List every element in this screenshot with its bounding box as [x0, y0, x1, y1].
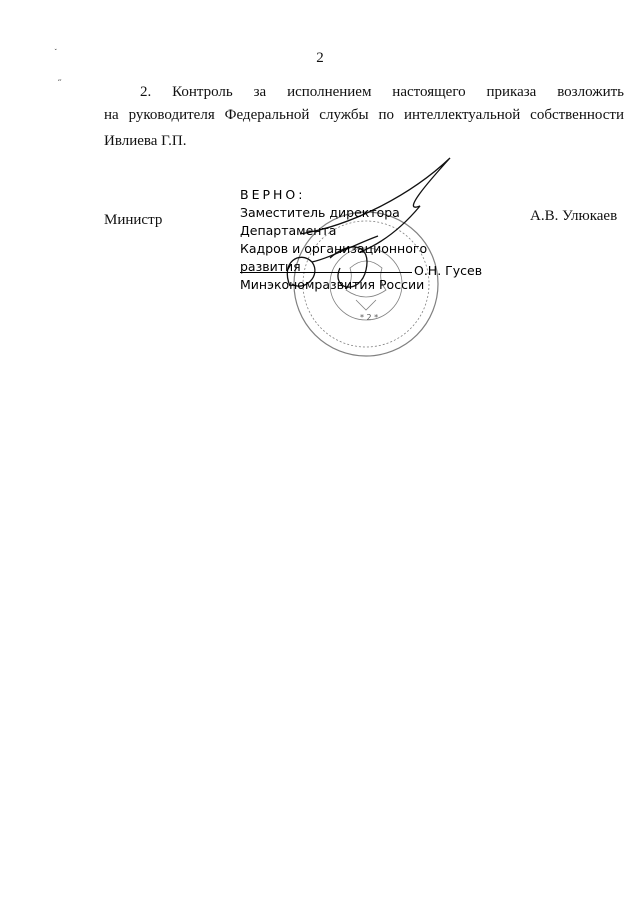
- certification-line-2: Кадров и организационного развития: [240, 241, 428, 274]
- certification-line-3: Минэкономразвития России: [240, 277, 425, 292]
- signature-line: [240, 272, 412, 273]
- svg-text:* 2 *: * 2 *: [360, 313, 379, 322]
- signatory-title: Министр: [104, 212, 163, 228]
- paragraph-line-1: 2. Контроль за исполнением настоящего приказа возложить: [140, 84, 624, 100]
- scan-speck: ˯: [54, 40, 58, 51]
- certification-block: [240, 186, 490, 294]
- paragraph-line-3: Ивлиева Г.П.: [104, 133, 187, 149]
- certification-line-1: Заместитель директора Департамента: [240, 205, 400, 238]
- certification-signer: О.Н. Гусев: [414, 263, 483, 278]
- scan-speck: ˝: [58, 79, 62, 90]
- paragraph-line-2: на руководителя Федеральной службы по интеллектуальной собственности: [104, 107, 624, 123]
- certification-header: ВЕРНО:: [240, 187, 306, 202]
- page-number: 2: [316, 50, 324, 66]
- signatory-name: А.В. Улюкаев: [530, 208, 618, 224]
